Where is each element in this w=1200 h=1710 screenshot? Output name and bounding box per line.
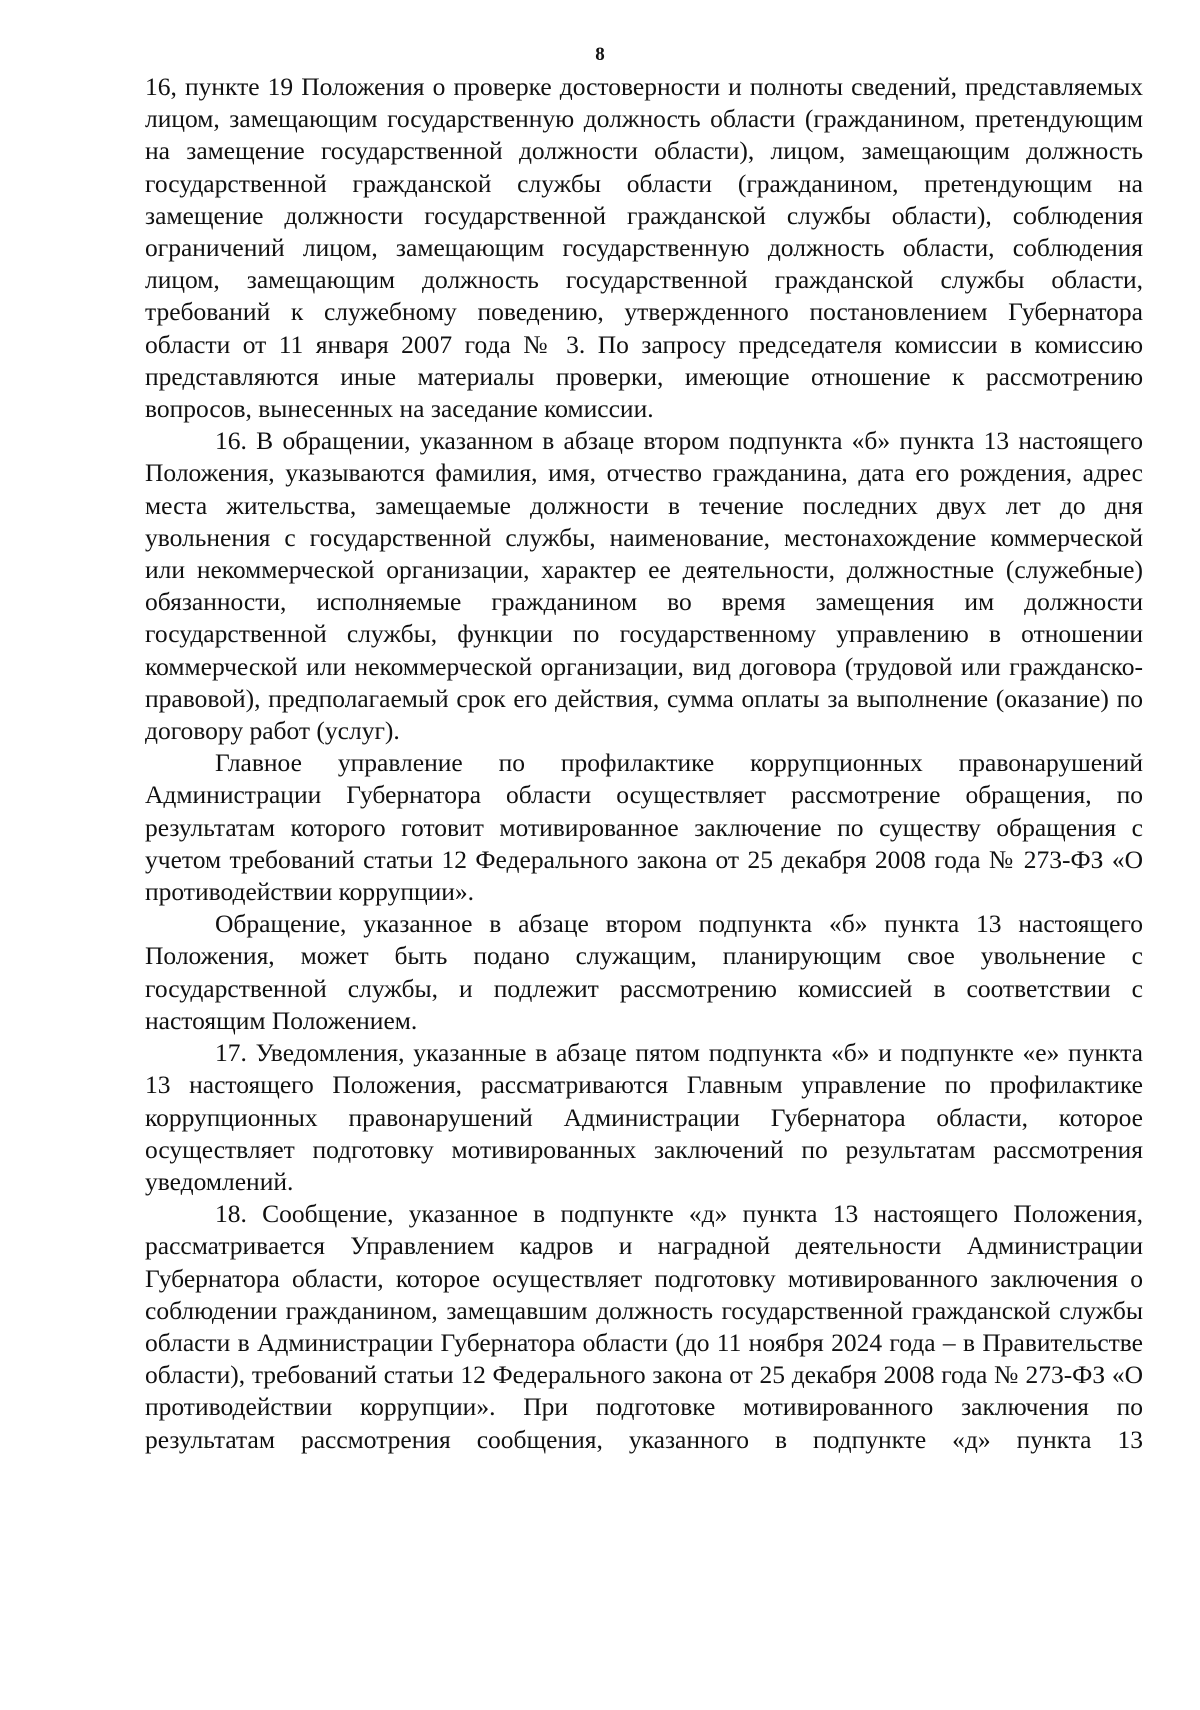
paragraph-main-directorate: Главное управление по профилактике коррупционных правонарушений Администрации Губернатора области осуществляет рассмотрение обращения, по результатам которого готовит мотивированное заключение по существу обращения с учетом требований статьи 12 Федерального закона от 25 декабря 2008 года № 273-ФЗ «О противодействии коррупции». — [145, 748, 1143, 907]
document-body — [145, 71, 1143, 1456]
paragraph-item-17: 17. Уведомления, указанные в абзаце пятом подпункта «б» и подпункте «е» пункта 13 настоящего Положения, рассматриваются Главным управление по профилактике коррупционных правонарушений Администрации Губернатора области, которое осуществляет подготовку мотивированных заключений по результатам рассмотрения уведомлений. — [145, 1038, 1143, 1196]
paragraph-item-16: 16. В обращении, указанном в абзаце втором подпункта «б» пункта 13 настоящего Положения, указываются фамилия, имя, отчество гражданина, дата его рождения, адрес места жительства, замещаемые должности в течение последних двух лет до дня увольнения с государственной службы, наименование, местонахождение коммерческой или некоммерческой организации, характер ее деятельности, должностные (служебные) обязанности, исполняемые гражданином во время замещения им должности государственной службы, функции по государственному управлению в отношении коммерческой или некоммерческой организации, вид договора (трудовой или гражданско-правовой), предполагаемый срок его действия, сумма оплаты за выполнение (оказание) по договору работ (услуг). — [145, 426, 1143, 746]
paragraph-continuation: 16, пункте 19 Положения о проверке достоверности и полноты сведений, представляемых лицом, замещающим государственную должность области (гражданином, претендующим на замещение государственной должности области), лицом, замещающим должность государственной гражданской службы области (гражданином, претендующим на замещение должности государственной гражданской службы области), соблюдения ограничений лицом, замещающим государственную должность области, соблюдения лицом, замещающим должность государственной гражданской службы области, требований к служебному поведению, утвержденного постановлением Губернатора области от 11 января 2007 года № 3. По запросу председателя комиссии в комиссию представляются иные материалы проверки, имеющие отношение к рассмотрению вопросов, вынесенных на заседание комиссии. — [145, 72, 1143, 424]
page-number: 8 — [595, 44, 605, 65]
paragraph-appeal: Обращение, указанное в абзаце втором подпункта «б» пункта 13 настоящего Положения, может быть подано служащим, планирующим свое увольнение с государственной службы, и подлежит рассмотрению комиссией в соответствии с настоящим Положением. — [145, 909, 1143, 1035]
paragraph-item-18: 18. Сообщение, указанное в подпункте «д» пункта 13 настоящего Положения, рассматривается Управлением кадров и наградной деятельности Администрации Губернатора области, которое осуществляет подготовку мотивированного заключения о соблюдении гражданином, замещавшим должность государственной гражданской службы области в Администрации Губернатора области (до 11 ноября 2024 года – в Правительстве области), требований статьи 12 Федерального закона от 25 декабря 2008 года № 273-ФЗ «О противодействии коррупции». При подготовке мотивированного заключения по результатам рассмотрения сообщения, указанного в подпункте «д» пункта 13 — [145, 1199, 1143, 1454]
